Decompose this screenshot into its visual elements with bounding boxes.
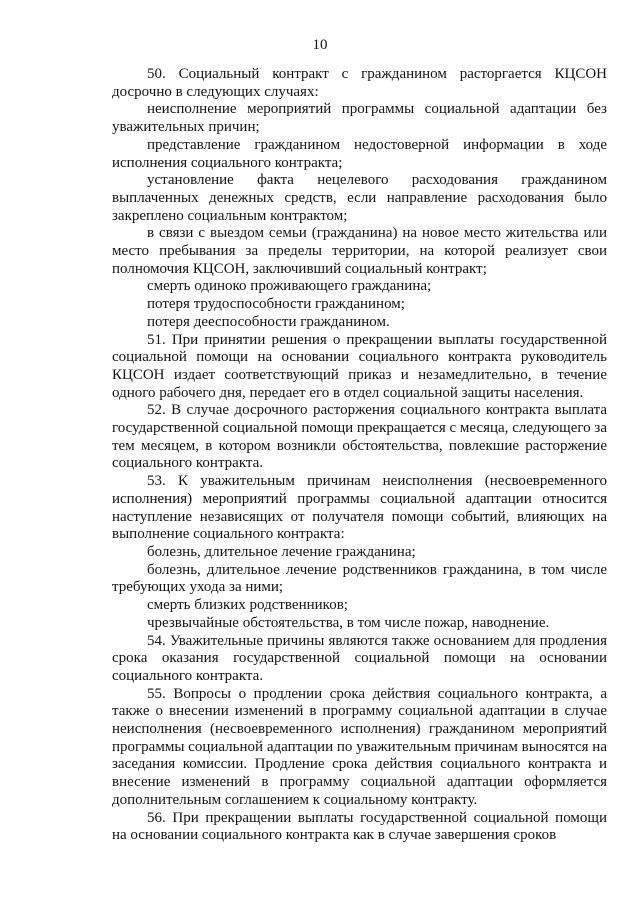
list-item-loss-of-legal-capacity: потеря дееспособности гражданином. bbox=[147, 313, 390, 330]
list-item-illness: болезнь, длительное лечение гражданина; bbox=[147, 543, 416, 560]
list-item-loss-of-work-capacity: потеря трудоспособности гражданином; bbox=[147, 296, 405, 313]
paragraph-51: 51. При принятии решения о прекращении выплаты государственной социальной помощи на основании социального контракта руководитель КЦСОН издает соответствующий приказ и незамедлительно, в течение одного рабочего дня, передает его в отдел социальной защиты населения. bbox=[112, 331, 607, 401]
list-item-relatives-death: смерть близких родственников; bbox=[147, 597, 348, 614]
list-item-relatives-illness: болезнь, длительное лечение родственников гражданина, в том числе требующих ухода за ними; bbox=[112, 561, 607, 596]
paragraph-50-intro: 50. Социальный контракт с гражданином расторгается КЦСОН досрочно в следующих случаях: bbox=[112, 66, 607, 100]
paragraph-56: 56. При прекращении выплаты государственной социальной помощи на основании социального контракта как в случае завершения сроков bbox=[112, 809, 607, 844]
paragraph-55: 55. Вопросы о продлении срока действия социального контракта, а также о внесении изменений в программу социальной адаптации в случае неисполнения (несвоевременного исполнения) гражданином мероприятий программы социальной адаптации по уважительным причинам выносятся на заседания комиссии. Продление срока действия социального контракта и внесение изменений в программу социальной адаптации оформляется дополнительным соглашением к социальному контракту. bbox=[112, 685, 607, 808]
paragraph-54: 54. Уважительные причины являются также основанием для продления срока оказания государственной социальной помощи на основании социального контракта. bbox=[112, 632, 607, 684]
paragraph-53-intro: 53. К уважительным причинам неисполнения (несвоевременного исполнения) мероприятий программы социальной адаптации относится наступление независящих от получателя помощи событий, влияющих на выполнение социального контракта: bbox=[112, 473, 607, 543]
list-item-false-information: представление гражданином недостоверной информации в ходе исполнения социального контракта; bbox=[112, 136, 607, 171]
document-body bbox=[112, 66, 607, 845]
page-number: 10 bbox=[312, 37, 328, 53]
list-item-death: смерть одиноко проживающего гражданина; bbox=[147, 278, 432, 295]
list-item-relocation: в связи с выездом семьи (гражданина) на новое место жительства или место пребывания за пределы территории, на которой реализует свои полномочия КЦСОН, заключивший социальный контракт; bbox=[112, 225, 607, 277]
list-item-misuse-of-funds: установление факта нецелевого расходования гражданином выплаченных денежных средств, если направление расходования было закреплено социальным контрактом; bbox=[112, 172, 607, 224]
list-item-emergency: чрезвычайные обстоятельства, в том числе пожар, наводнение. bbox=[147, 614, 550, 631]
paragraph-52: 52. В случае досрочного расторжения социального контракта выплата государственной социальной помощи прекращается с месяца, следующего за тем месяцем, в котором возникли обстоятельства, повлекшие расторжение социального контракта. bbox=[112, 402, 607, 472]
list-item-nonfulfillment: неисполнение мероприятий программы социальной адаптации без уважительных причин; bbox=[112, 101, 607, 136]
